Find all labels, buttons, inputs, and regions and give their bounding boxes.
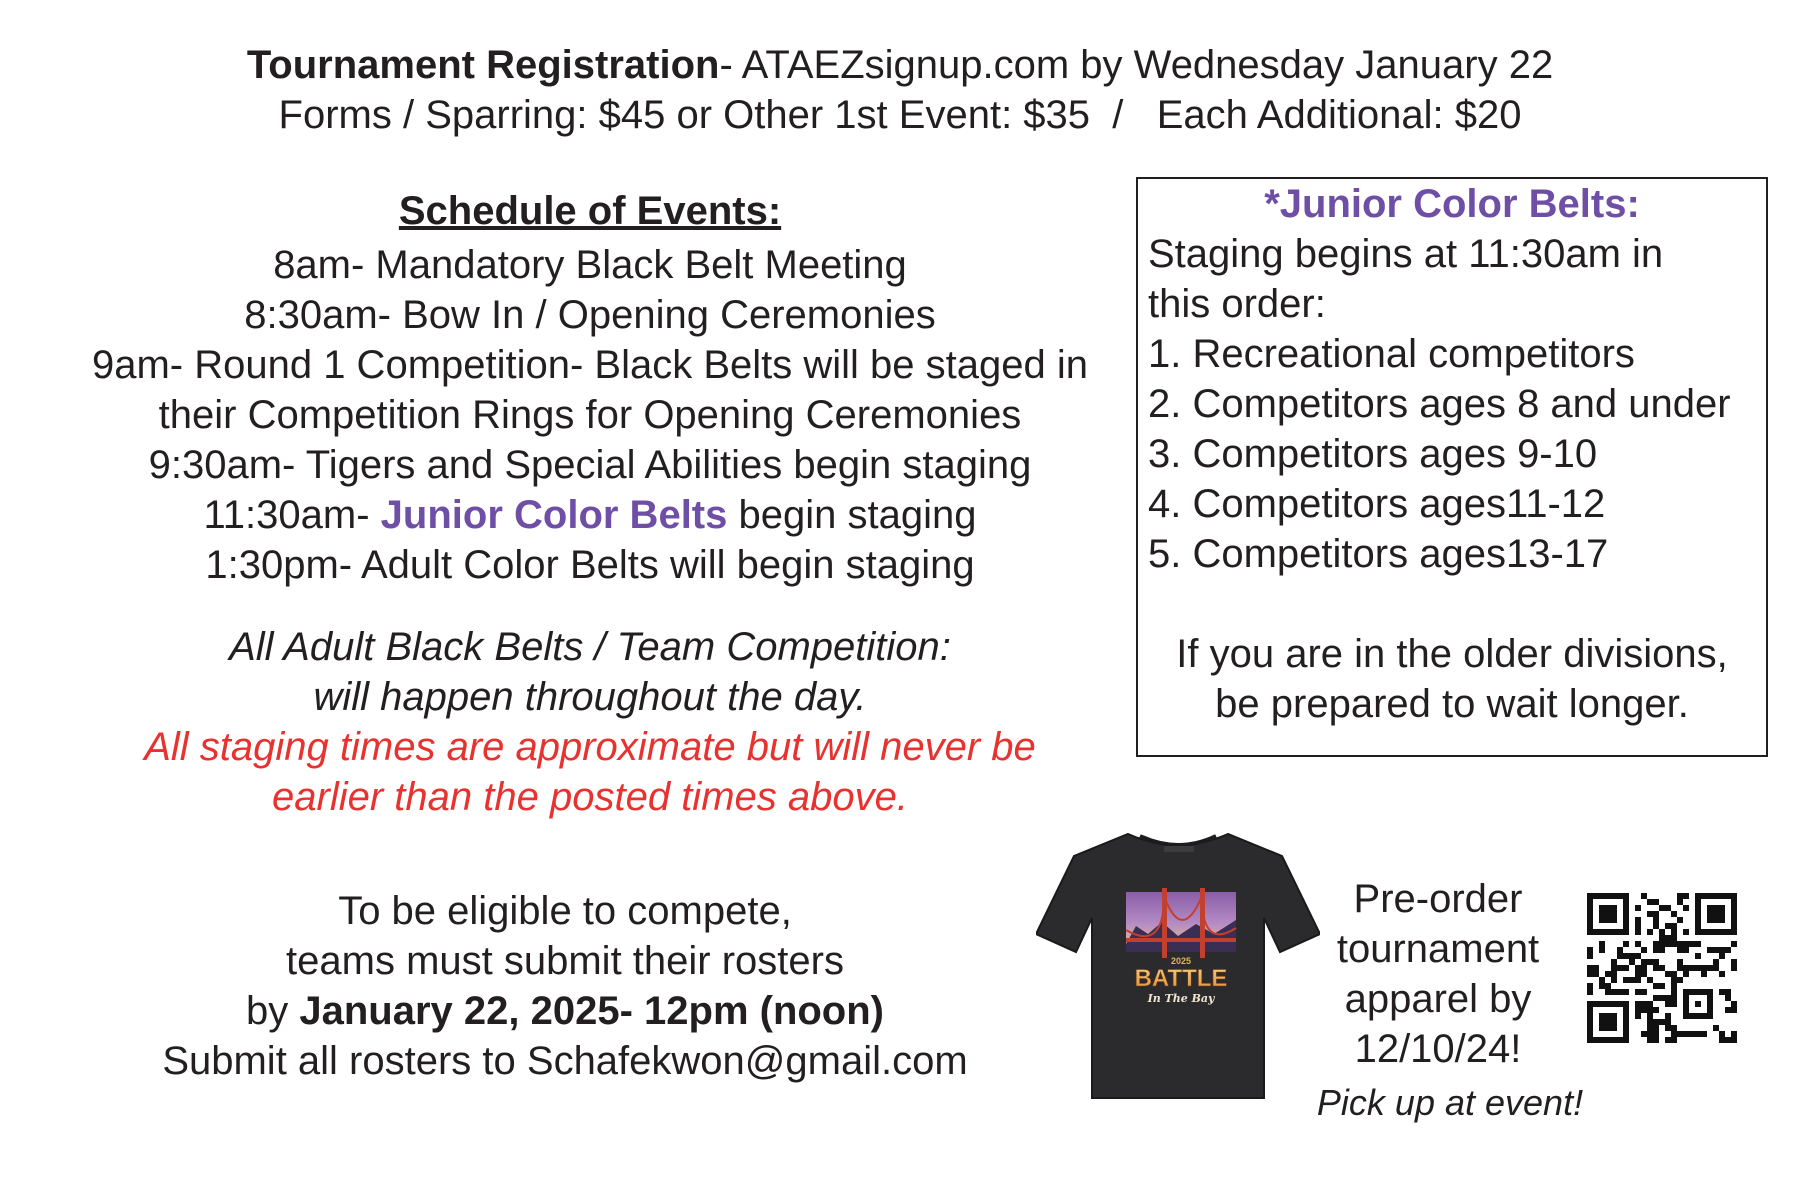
qr-module — [1665, 1019, 1671, 1025]
qr-module — [1647, 929, 1653, 935]
qr-module — [1665, 1001, 1671, 1007]
qr-module — [1665, 995, 1671, 1001]
qr-module — [1653, 959, 1659, 965]
qr-module — [1677, 917, 1683, 923]
qr-module — [1677, 1031, 1683, 1037]
qr-module — [1671, 911, 1677, 917]
qr-module — [1659, 905, 1665, 911]
qr-module — [1623, 977, 1629, 983]
staging-warning-line: All staging times are approximate but will never be — [144, 725, 1036, 769]
qr-module — [1683, 971, 1689, 977]
qr-module — [1623, 965, 1629, 971]
qr-module — [1713, 1025, 1719, 1031]
older-divisions-note: If you are in the older divisions, — [1176, 632, 1728, 676]
qr-module — [1725, 1037, 1731, 1043]
qr-module — [1665, 941, 1671, 947]
junior-color-belts-box — [1136, 177, 1768, 757]
qr-module — [1647, 1037, 1653, 1043]
qr-module — [1653, 923, 1659, 929]
schedule-item-junior — [60, 490, 1120, 540]
qr-module — [1701, 965, 1707, 971]
registration-label: Tournament Registration — [246, 43, 720, 87]
qr-module — [1671, 983, 1677, 989]
qr-module — [1701, 971, 1707, 977]
eligibility-line: To be eligible to compete, — [338, 889, 792, 933]
shirt-subtitle: In The Bay — [1147, 992, 1215, 1005]
qr-module — [1659, 947, 1665, 953]
schedule-item: 1:30pm- Adult Color Belts will begin staging — [205, 543, 975, 587]
eligibility-line: teams must submit their rosters — [286, 939, 844, 983]
qr-module — [1707, 905, 1725, 923]
qr-module — [1587, 971, 1593, 977]
older-divisions-note: be prepared to wait longer. — [1215, 682, 1689, 726]
qr-module — [1647, 1019, 1653, 1025]
qr-module — [1725, 989, 1731, 995]
preorder-line: tournament — [1336, 927, 1540, 971]
qr-module — [1641, 989, 1647, 995]
qr-module — [1587, 947, 1593, 953]
qr-module — [1647, 959, 1653, 965]
qr-module — [1707, 947, 1713, 953]
qr-module — [1653, 1031, 1659, 1037]
registration-line — [0, 40, 1800, 90]
qr-module — [1653, 941, 1659, 947]
qr-module — [1671, 941, 1677, 947]
junior-box-title: *Junior Color Belts: — [1264, 182, 1640, 226]
qr-module — [1623, 941, 1629, 947]
eligibility-section — [120, 886, 1010, 1086]
qr-module — [1617, 953, 1623, 959]
qr-module — [1653, 1007, 1659, 1013]
qr-module — [1611, 989, 1617, 995]
qr-module — [1599, 977, 1605, 983]
schedule-item: 8:30am- Bow In / Opening Ceremonies — [244, 293, 936, 337]
qr-module — [1605, 989, 1611, 995]
qr-module — [1611, 959, 1617, 965]
preorder-line: 12/10/24! — [1354, 1027, 1522, 1071]
schedule-section — [60, 186, 1120, 590]
qr-module — [1599, 941, 1605, 947]
preorder-section — [1308, 874, 1568, 1074]
qr-module — [1731, 1007, 1737, 1013]
qr-module — [1659, 995, 1665, 1001]
qr-module — [1653, 947, 1659, 953]
qr-module — [1671, 989, 1677, 995]
preorder-line: Pre-order — [1353, 877, 1523, 921]
qr-module — [1671, 1037, 1677, 1043]
junior-suffix: begin staging — [727, 493, 977, 537]
qr-module — [1635, 1001, 1641, 1007]
qr-module — [1713, 947, 1719, 953]
qr-module — [1647, 899, 1653, 905]
qr-module — [1701, 1031, 1707, 1037]
qr-module — [1635, 1013, 1641, 1019]
qr-module — [1587, 989, 1593, 995]
qr-module — [1671, 929, 1677, 935]
qr-module — [1647, 1031, 1653, 1037]
qr-module — [1635, 953, 1641, 959]
qr-module — [1647, 977, 1653, 983]
qr-module — [1635, 965, 1641, 971]
qr-module — [1659, 941, 1665, 947]
team-note-line: will happen throughout the day. — [313, 675, 867, 719]
qr-module — [1671, 1001, 1677, 1007]
qr-module — [1719, 953, 1725, 959]
qr-module — [1599, 947, 1605, 953]
schedule-item: their Competition Rings for Opening Ceremonies — [158, 393, 1022, 437]
qr-module — [1629, 977, 1635, 983]
fees-line: Forms / Sparring: $45 or Other 1st Event: $35 / Each Additional: $20 — [278, 93, 1522, 137]
qr-module — [1647, 1007, 1653, 1013]
qr-module — [1719, 989, 1725, 995]
staging-order-item: 2. Competitors ages 8 and under — [1148, 382, 1731, 426]
qr-module — [1671, 1025, 1677, 1031]
team-note-line: All Adult Black Belts / Team Competition: — [229, 625, 951, 669]
eligibility-deadline-line — [120, 986, 1010, 1036]
qr-module — [1647, 1001, 1653, 1007]
qr-module — [1599, 1013, 1617, 1031]
qr-module — [1587, 983, 1593, 989]
qr-module — [1641, 1001, 1647, 1007]
qr-module — [1635, 989, 1641, 995]
qr-module — [1611, 971, 1617, 977]
qr-module — [1617, 947, 1623, 953]
tshirt-image — [1036, 826, 1320, 1106]
qr-module — [1671, 935, 1677, 941]
schedule-title: Schedule of Events: — [398, 189, 782, 233]
junior-color-belts-label: Junior Color Belts — [380, 493, 728, 537]
qr-module — [1713, 965, 1719, 971]
qr-module — [1719, 1031, 1725, 1037]
qr-module — [1677, 893, 1683, 899]
qr-module — [1665, 923, 1671, 929]
qr-module — [1677, 965, 1683, 971]
schedule-item: 8am- Mandatory Black Belt Meeting — [273, 243, 907, 287]
qr-module — [1647, 1013, 1653, 1019]
qr-module — [1725, 947, 1731, 953]
qr-module — [1605, 971, 1611, 977]
qr-module — [1731, 959, 1737, 965]
schedule-item: 9:30am- Tigers and Special Abilities begin staging — [148, 443, 1032, 487]
qr-module — [1713, 959, 1719, 965]
qr-module — [1683, 929, 1689, 935]
roster-deadline: January 22, 2025- 12pm (noon) — [299, 989, 884, 1033]
qr-module — [1641, 947, 1647, 953]
qr-module — [1689, 965, 1695, 971]
staging-order-item: 4. Competitors ages11-12 — [1148, 482, 1606, 526]
qr-module — [1731, 1001, 1737, 1007]
qr-module — [1677, 899, 1683, 905]
qr-module — [1683, 1031, 1689, 1037]
qr-module — [1641, 965, 1647, 971]
qr-module — [1719, 1037, 1725, 1043]
qr-module — [1719, 947, 1725, 953]
qr-module — [1665, 1013, 1671, 1019]
qr-module — [1665, 1025, 1671, 1031]
qr-module — [1629, 953, 1635, 959]
qr-module — [1683, 941, 1689, 947]
qr-module — [1695, 1031, 1701, 1037]
qr-module — [1587, 965, 1593, 971]
qr-module — [1653, 911, 1659, 917]
qr-module — [1689, 1031, 1695, 1037]
qr-module — [1593, 971, 1599, 977]
junior-time: 11:30am- — [203, 493, 381, 537]
qr-module — [1629, 959, 1635, 965]
qr-module — [1653, 983, 1659, 989]
qr-module — [1683, 965, 1689, 971]
qr-module — [1599, 983, 1605, 989]
qr-module — [1719, 971, 1725, 977]
qr-module — [1617, 965, 1623, 971]
qr-module — [1677, 947, 1683, 953]
qr-module — [1665, 971, 1671, 977]
qr-module — [1695, 953, 1701, 959]
qr-module — [1683, 893, 1689, 899]
qr-module — [1731, 941, 1737, 947]
qr-code[interactable] — [1587, 893, 1737, 1043]
qr-module — [1641, 1031, 1647, 1037]
qr-module — [1695, 941, 1701, 947]
qr-module — [1641, 959, 1647, 965]
staging-warning-line: earlier than the posted times above. — [272, 775, 908, 819]
qr-module — [1641, 893, 1647, 899]
qr-module — [1635, 971, 1641, 977]
qr-module — [1647, 911, 1653, 917]
deadline-prefix: by — [245, 989, 300, 1033]
qr-module — [1653, 917, 1659, 923]
qr-module — [1587, 953, 1593, 959]
qr-module — [1623, 953, 1629, 959]
qr-module — [1641, 971, 1647, 977]
notes-section — [60, 622, 1120, 822]
qr-module — [1635, 1007, 1641, 1013]
qr-module — [1653, 995, 1659, 1001]
qr-module — [1677, 977, 1683, 983]
qr-module — [1653, 1025, 1659, 1031]
qr-module — [1671, 971, 1677, 977]
qr-module — [1695, 965, 1701, 971]
qr-module — [1611, 977, 1617, 983]
qr-module — [1671, 995, 1677, 1001]
qr-module — [1593, 965, 1599, 971]
qr-module — [1677, 941, 1683, 947]
qr-module — [1659, 965, 1665, 971]
qr-module — [1653, 1019, 1659, 1025]
qr-module — [1665, 1037, 1671, 1043]
schedule-item: 9am- Round 1 Competition- Black Belts will be staged in — [91, 343, 1089, 387]
qr-module — [1731, 965, 1737, 971]
qr-module — [1635, 941, 1641, 947]
qr-module — [1617, 989, 1623, 995]
qr-module — [1659, 1019, 1665, 1025]
junior-box-intro: Staging begins at 11:30am in — [1148, 232, 1664, 276]
qr-module — [1731, 1031, 1737, 1037]
qr-module — [1647, 1025, 1653, 1031]
qr-module — [1665, 935, 1671, 941]
qr-module — [1683, 947, 1689, 953]
qr-module — [1689, 941, 1695, 947]
qr-module — [1623, 989, 1629, 995]
qr-module — [1635, 977, 1641, 983]
qr-module — [1659, 935, 1665, 941]
qr-module — [1659, 929, 1665, 935]
qr-module — [1641, 1007, 1647, 1013]
qr-module — [1677, 959, 1683, 965]
qr-module — [1695, 1001, 1701, 1007]
qr-module — [1635, 905, 1641, 911]
qr-module — [1659, 983, 1665, 989]
qr-module — [1653, 899, 1659, 905]
qr-module — [1725, 995, 1731, 1001]
qr-module — [1731, 1037, 1737, 1043]
registration-site: - ATAEZsignup.com by Wednesday January 22 — [719, 43, 1554, 87]
qr-module — [1635, 929, 1641, 935]
staging-order-item: 1. Recreational competitors — [1148, 332, 1635, 376]
qr-module — [1653, 1037, 1659, 1043]
qr-module — [1653, 965, 1659, 971]
pickup-note: Pick up at event! — [1316, 1082, 1584, 1123]
qr-module — [1671, 977, 1677, 983]
qr-module — [1671, 923, 1677, 929]
qr-module — [1671, 1031, 1677, 1037]
preorder-line: apparel by — [1344, 977, 1532, 1021]
qr-module — [1635, 923, 1641, 929]
qr-module — [1599, 905, 1617, 923]
shirt-year: 2025 — [1170, 956, 1192, 966]
qr-module — [1611, 965, 1617, 971]
qr-module — [1683, 905, 1689, 911]
shirt-title: BATTLE — [1134, 965, 1228, 992]
qr-module — [1725, 1007, 1731, 1013]
staging-order-item: 5. Competitors ages13-17 — [1148, 532, 1609, 576]
qr-module — [1665, 905, 1671, 911]
staging-order-item: 3. Competitors ages 9-10 — [1148, 432, 1598, 476]
roster-submit-line: Submit all rosters to Schafekwon@gmail.com — [162, 1039, 968, 1083]
junior-box-intro: this order: — [1148, 282, 1326, 326]
qr-module — [1605, 983, 1611, 989]
qr-module — [1707, 965, 1713, 971]
qr-module — [1635, 917, 1641, 923]
